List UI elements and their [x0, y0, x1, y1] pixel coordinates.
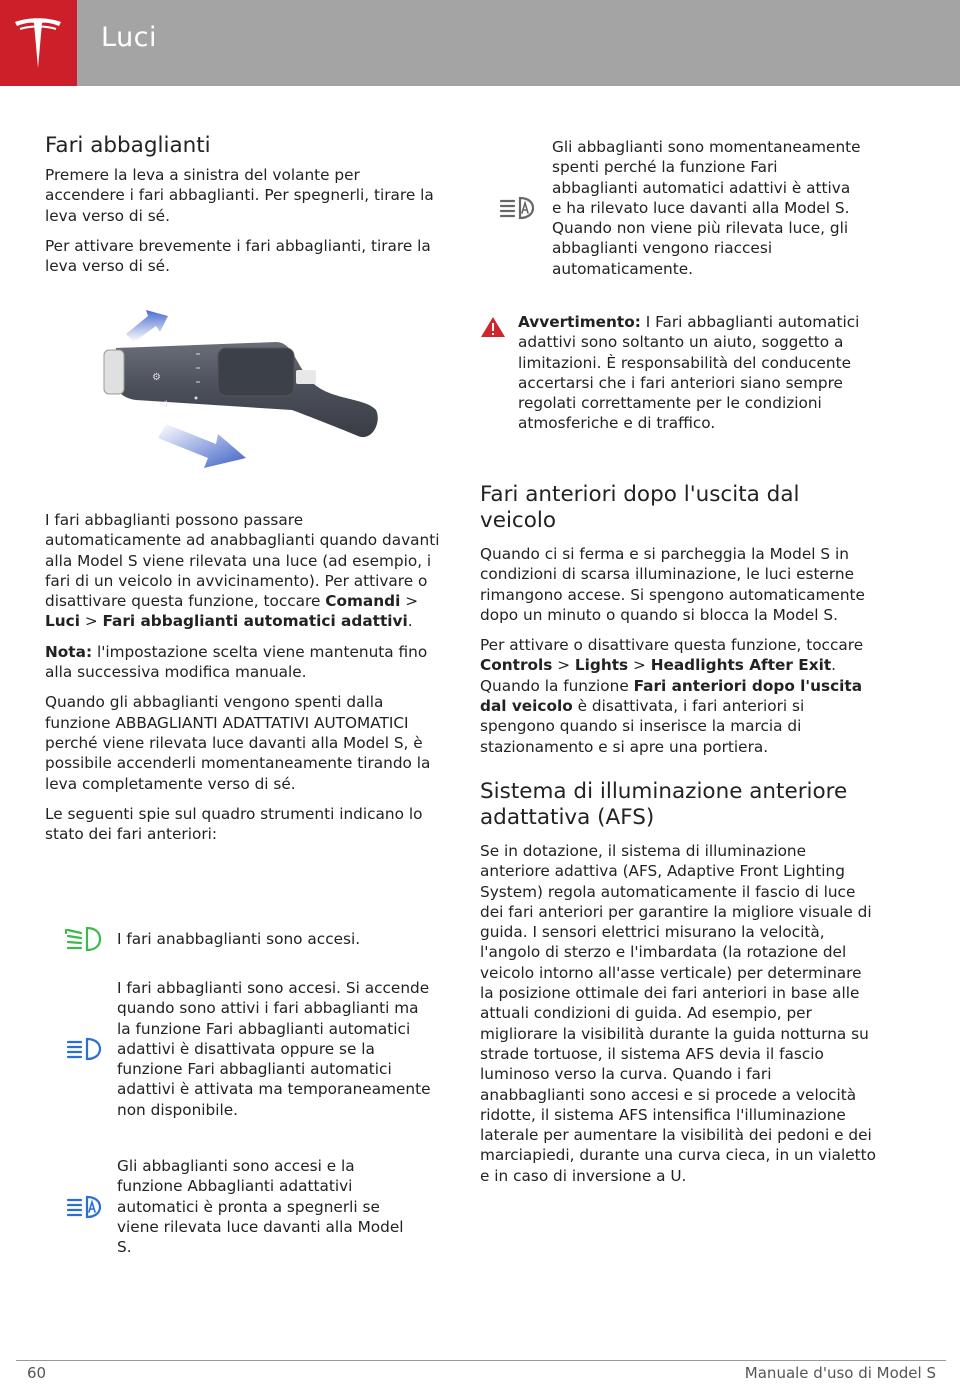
auto-high-beam-on-icon	[53, 1194, 111, 1220]
separator: >	[628, 656, 651, 675]
indicator-text: I fari anabbaglianti sono accesi.	[117, 929, 361, 948]
warning-text	[518, 312, 880, 434]
warning-box	[480, 312, 880, 434]
note	[45, 642, 441, 683]
text: .	[407, 612, 413, 631]
indicator-text: Gli abbaglianti sono momentaneamente spenti perché la funzione Fari abbaglianti automatici adattivi è attiva e ha rilevato luce davanti alla Model S. Quando non viene più rilevata luce, gli abbaglianti vengono riaccesi automaticamente.	[552, 138, 861, 278]
indicator-text: Gli abbaglianti sono accesi e la funzione Abbaglianti adattativi automatici è pronta a spegnerli se viene rilevata luce davanti alla Model S.	[117, 1157, 404, 1257]
menu-path-luci: Luci	[45, 612, 80, 631]
warning-icon	[480, 316, 506, 338]
menu-path-headlights-after-exit: Headlights After Exit	[650, 656, 832, 675]
page-number: 60	[27, 1364, 47, 1382]
section-title: Luci	[101, 22, 158, 53]
high-beam-icon	[53, 1036, 111, 1062]
separator: >	[552, 656, 575, 675]
right-column	[480, 482, 880, 1196]
menu-path-comandi: Comandi	[325, 592, 401, 611]
heading-fari-abbaglianti: Fari abbaglianti	[45, 133, 211, 158]
low-beam-icon	[53, 925, 111, 953]
paragraph: Quando gli abbaglianti vengono spenti dalla funzione ABBAGLIANTI ADATTATIVI AUTOMATICI perché viene rilevata luce davanti alla Model S, è possibile accenderli momentaneamente tirando la leva completamente verso di sé.	[45, 693, 431, 793]
menu-path-lights: Lights	[574, 656, 629, 675]
paragraph-headlights-after-exit	[480, 635, 880, 757]
heading-afs: Sistema di illuminazione anteriore adattativa (AFS)	[480, 778, 848, 830]
feature-name: Fari anteriori dopo l'uscita dal veicolo	[480, 676, 863, 716]
menu-path-fari-auto: Fari abbaglianti automatici adattivi	[102, 612, 408, 631]
note-label: Nota:	[45, 642, 93, 661]
paragraph: Quando ci si ferma e si parcheggia la Model S in condizioni di scarsa illuminazione, le luci esterne rimangono accese. Si spengono automaticamente dopo un minuto o quando si blocca la Model S.	[480, 545, 865, 624]
paragraph: Se in dotazione, il sistema di illuminazione anteriore adattiva (AFS, Adaptive Front Lighting System) regola automaticamente il fascio di luce dei fari anteriori per garantire la migliore visuale di guida. I sensori elettrici misurano la velocità, l'angolo di sterzo e l'imbardata (la rotazione del veicolo intorno all'asse verticale) per determinare la posizione ottimale dei fari anteriori in base alle attuali condizioni di guida. Ad esempio, per migliorare la visibilità durante la guida notturna su strade tortuose, il sistema AFS devia il fascio luminoso verso la curva. Quando i fari anabbaglianti sono accesi e si procede a velocità ridotte, il sistema AFS intensifica l'illuminazione laterale per aumentare la visibilità dei pedoni e dei marciapiedi, durante una curva cieca, in un vialetto e in caso di inversione a U.	[480, 841, 876, 1185]
warning-label: Avvertimento:	[518, 313, 641, 331]
separator: >	[400, 592, 419, 611]
paragraph: Premere la leva a sinistra del volante per accendere i fari abbaglianti. Per spegnerli, tirare la leva verso di sé.	[45, 166, 434, 225]
indicator-row-high-beam	[53, 978, 443, 1120]
indicator-row-auto-high-beam-on	[53, 1156, 443, 1257]
text: . Quando la funzione	[480, 656, 837, 695]
text: I fari abbaglianti possono passare automaticamente ad anabbaglianti quando davanti alla Model S viene rilevata una luce (ad esempio, i fari di un veicolo in avvicinamento). Per attivare o disattivare questa funzione, toccare	[45, 511, 440, 611]
heading-fari-dopo-uscita: Fari anteriori dopo l'uscita dal veicolo	[480, 482, 800, 533]
auto-high-beam-off-icon	[490, 195, 540, 221]
separator: >	[79, 612, 103, 631]
left-column-top	[45, 133, 441, 286]
paragraph: Le seguenti spie sul quadro strumenti indicano lo stato dei fari anteriori:	[45, 804, 423, 844]
indicator-text: I fari abbaglianti sono accesi. Si accende quando sono attivi i fari abbaglianti ma la funzione Fari abbaglianti automatici adattivi è disattivata oppure se la funzione Fari abbaglianti automatici adattivi è attivata ma temporaneamente non disponibile.	[117, 979, 431, 1119]
indicator-row-auto-high-beam-off	[490, 137, 890, 279]
paragraph: Per attivare brevemente i fari abbaglianti, tirare la leva verso di sé.	[45, 236, 431, 276]
footer-title: Manuale d'uso di Model S	[744, 1364, 936, 1382]
note-text: l'impostazione scelta viene mantenuta fino alla successiva modifica manuale.	[45, 642, 428, 682]
text: è disattivata, i fari anteriori si spengono quando si inserisce la marcia di stazionamento e si apre una portiera.	[480, 697, 805, 756]
page-header	[0, 0, 960, 86]
menu-path-controls: Controls	[480, 656, 553, 675]
tesla-logo-icon	[12, 16, 64, 72]
svg-text:⚙: ⚙	[152, 372, 161, 383]
left-column-lower	[45, 510, 441, 854]
warning-body: I Fari abbaglianti automatici adattivi sono soltanto un aiuto, soggetto a limitazioni. È responsabilità del conducente accertarsi che i fari anteriori siano sempre regolati correttamente per le condizioni atmosferiche e di traffico.	[518, 313, 860, 433]
stalk-illustration	[96, 306, 386, 482]
text: Per attivare o disattivare questa funzione, toccare	[480, 636, 864, 655]
tesla-logo	[0, 0, 77, 86]
indicator-row-low-beam	[53, 925, 443, 953]
paragraph-auto-dim	[45, 510, 441, 632]
svg-text:◁: ◁	[160, 399, 167, 409]
footer-divider	[16, 1360, 946, 1361]
